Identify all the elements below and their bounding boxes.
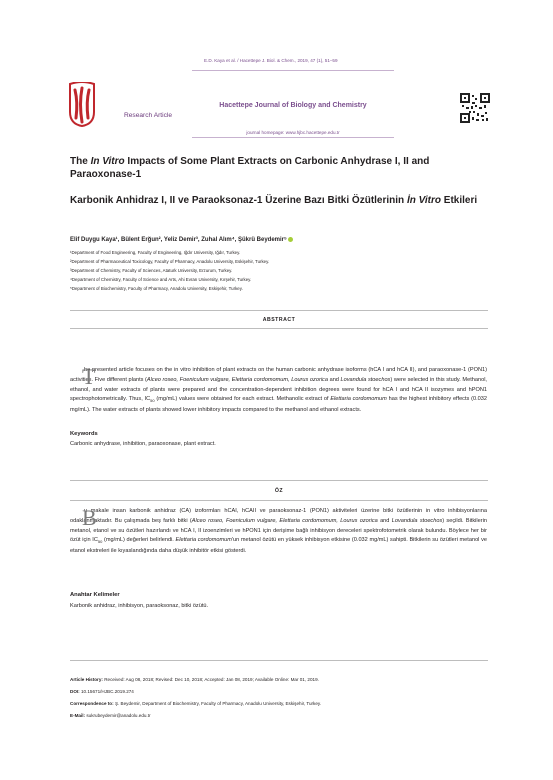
divider — [70, 500, 488, 501]
anahtar-kelimeler-heading: Anahtar Kelimeler — [70, 592, 120, 598]
affiliation-1: ¹Department of Food Engineering, Faculty of Engineering, Iğdır University, Iğdır, Turkey. — [70, 250, 241, 255]
article-history — [70, 677, 319, 682]
keywords-text: Carbonic anhydrase, inhibition, paraoxonase, plant extract. — [70, 441, 216, 447]
divider — [70, 480, 488, 481]
affiliation-4: ⁴Department of Chemistry, Faculty of Science and Arts, Ahi Evran University, Kırşehir, Turkey. — [70, 277, 252, 282]
citation-line: E.D. Kaya et al. / Hacettepe J. Biol. & Chem., 2019, 47 (1), 51–59 — [204, 58, 338, 63]
keywords-heading: Keywords — [70, 431, 98, 437]
doi-link[interactable]: 10.15671/HJBC.2019.274 — [80, 689, 134, 694]
affiliation-2: ²Department of Pharmaceutical Toxicology, Faculty of Pharmacy, Anadolu University, Eskişehir, Turkey. — [70, 259, 270, 264]
divider — [70, 328, 488, 329]
oz-dropcap: B — [82, 505, 97, 530]
article-title-english: The In Vitro Impacts of Some Plant Extracts on Carbonic Anhydrase I, II and Paraoxonase-1 — [70, 156, 430, 180]
article-title-turkish: Karbonik Anhidraz I, II ve Paraoksonaz-1 Üzerine Bazı Bitki Özütlerinin İn Vitro Etkileri — [70, 195, 478, 206]
affiliation-5: ⁵Department of Biochemistry, Faculty of Pharmacy, Anadolu University, Eskişehir, Turkey. — [70, 286, 243, 291]
abstract-body: T he presented article focuses on the in vitro inhibition of plant extracts on the human carbonic anhydrase isoforms (hCA I and hCA II), and paraoxonase-1 (PON1) activities. Five different plants (Alceo roseo, Foeniculum vulgare, Elettaria cordomomum, Lourus ozorica and Lovandula stoechos) were selected in this study. Methanol, ethanol, and water extracts of plants were prepared and the concentration-dependent inhibition degrees were found for hCA I and hCA II isozymes and hPON1 spectrophotometrically. Thus, $IC_{50}$ (mg/mL) values were obtained for each extract. Methanolic extract of Elettaria cordomomum has the highest inhibitory effects (0.032 mg/mL). The water extracts of plants showed lower inhibitory impacts compared to the methanol and ethanol extracts. — [70, 364, 487, 414]
doi-line — [70, 689, 134, 694]
abstract-heading: ABSTRACT — [262, 317, 296, 323]
doi-label: DOI: — [70, 689, 80, 694]
university-logo — [66, 82, 98, 127]
oz-body: B u makale insan karbonik anhidraz (CA) izoformları hCAI, hCAII ve paraoksonaz-1 (PON1) aktiviteleri üzerine bitki özütlerinin in vitro inhibisyonlarına odaklanmaktadır. Bu çalışmada beş farklı bitki (Alceo roseo, Foeniculum vulgare, Elettaria cordomomum, Lourus ozorica and Lovandula stoechos) seçildi. Bitkilerin metanol, etanol ve su özütleri hazırlandı ve hCA I, II izoenzimleri ve hPON1 için derişime bağlı inhibisyon dereceleri spektrofotometrik olarak bulundu. Böylece her bir özüt için $IC_{50}$ (mg/mL) değerleri belirlendi. Elettaria cordomomum'un metanol özütü en yüksek inhibisyon etkisine (0.032 mg/mL) sahipti. Bitkilerin su özütleri metanol ve etanol ekstreleri ile kıyaslandığında daha düşük inhibitör etkisi gösterdi. — [70, 505, 487, 555]
affiliation-3: ³Department of Chemistry, Faculty of Sciences, Ataturk University, Erzurum, Turkey. — [70, 268, 233, 273]
journal-title: Hacettepe Journal of Biology and Chemistry — [219, 102, 367, 109]
abstract-dropcap: T — [82, 364, 96, 389]
correspondence-text: Ş. Beydemir, Department of Biochemistry, Faculty of Pharmacy, Anadolu University, Eskişehir, Turkey. — [114, 701, 322, 706]
qr-code-icon — [460, 93, 490, 123]
email-link[interactable]: sukrubeydemir@anadolu.edu.tr — [86, 713, 151, 718]
journal-homepage-link[interactable]: journal homepage: www.hjbc.hacettepe.edu.tr — [246, 130, 340, 135]
history-text: Received: Aug 08, 2018; Revised: Dec 10, 2018; Accepted: Jan 08, 2019; Available Online: Mar 01, 2019. — [104, 677, 319, 682]
anahtar-kelimeler-text: Karbonik anhidraz, inhibisyon, paraoksonaz, bitki özütü. — [70, 603, 209, 609]
divider — [70, 310, 488, 311]
correspondence-label: Correspondence to: — [70, 701, 114, 706]
email-label: E-Mail: — [70, 713, 86, 718]
authors-text: Elif Duygu Kaya¹, Bülent Erğun², Yeliz Demir³, Zuhal Alım⁴, Şükrü Beydemir⁵ — [70, 237, 287, 243]
email-line — [70, 713, 151, 718]
divider — [70, 660, 488, 661]
research-article-label: Research Article — [124, 112, 173, 119]
oz-heading: ÖZ — [274, 488, 284, 494]
history-label: Article History: — [70, 677, 103, 682]
orcid-icon[interactable] — [288, 237, 293, 242]
author-list — [70, 237, 490, 243]
correspondence-line — [70, 701, 321, 706]
